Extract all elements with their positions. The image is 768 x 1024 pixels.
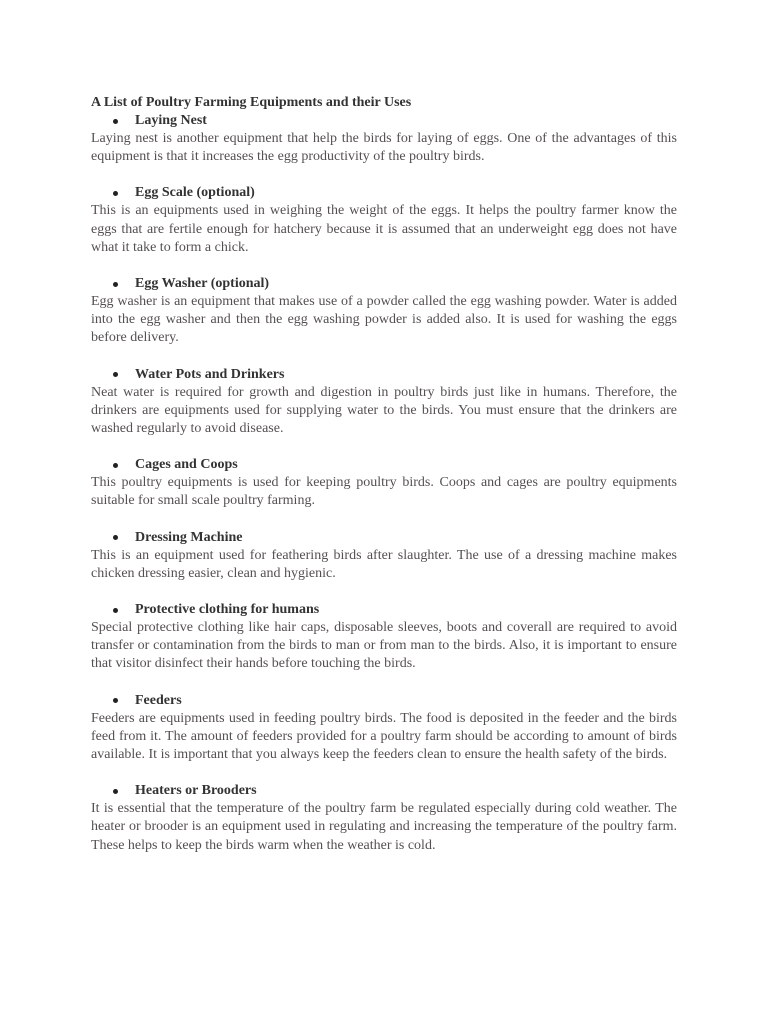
section-heaters-brooders bbox=[91, 782, 677, 855]
section-feeders bbox=[91, 692, 677, 765]
bullet-item bbox=[91, 112, 677, 130]
section-heading: Cages and Coops bbox=[135, 457, 238, 473]
bullet-icon bbox=[113, 372, 118, 377]
bullet-item bbox=[91, 692, 677, 710]
section-laying-nest bbox=[91, 112, 677, 166]
section-heading: Dressing Machine bbox=[135, 529, 243, 545]
bullet-item bbox=[91, 529, 677, 547]
section-body: This is an equipment used for feathering birds after slaughter. The use of a dressing machine makes chicken dressing easier, clean and hygienic. bbox=[91, 547, 677, 581]
bullet-item bbox=[91, 275, 677, 293]
section-dressing-machine bbox=[91, 529, 677, 583]
bullet-icon bbox=[113, 191, 118, 196]
bullet-item bbox=[91, 456, 677, 474]
section-body: This poultry equipments is used for keeping poultry birds. Coops and cages are poultry equipments suitable for small scale poultry farming. bbox=[91, 475, 677, 509]
section-protective-clothing bbox=[91, 601, 677, 674]
section-cages-coops bbox=[91, 456, 677, 510]
bullet-icon bbox=[113, 789, 118, 794]
bullet-icon bbox=[113, 119, 118, 124]
bullet-item bbox=[91, 184, 677, 202]
section-heading: Protective clothing for humans bbox=[135, 602, 320, 618]
section-body: Feeders are equipments used in feeding poultry birds. The food is deposited in the feeder and the birds feed from it. The amount of feeders provided for a poultry farm should be according to amount of birds available. It is important that you always keep the feeders clean to ensure the health safety of the birds. bbox=[91, 710, 677, 763]
section-body: Special protective clothing like hair caps, disposable sleeves, boots and coverall are required to avoid transfer or contamination from the birds to man or from man to the birds. Also, it is important to ensure that visitor disinfect their hands before touching the birds. bbox=[91, 620, 677, 672]
document-title: A List of Poultry Farming Equipments and their Uses bbox=[91, 95, 412, 110]
section-heading: Feeders bbox=[135, 692, 182, 708]
section-heading: Egg Washer (optional) bbox=[135, 276, 270, 292]
bullet-icon bbox=[113, 282, 118, 287]
section-heading: Water Pots and Drinkers bbox=[135, 366, 285, 382]
section-egg-scale bbox=[91, 184, 677, 257]
bullet-icon bbox=[113, 463, 118, 468]
bullet-icon bbox=[113, 535, 118, 540]
section-body: It is essential that the temperature of the poultry farm be regulated especially during cold weather. The heater or brooder is an equipment used in regulating and increasing the temperature of the poultry farm. These helps to keep the birds warm when the weather is cold. bbox=[91, 801, 677, 853]
section-heading: Laying Nest bbox=[135, 113, 207, 128]
section-body: Neat water is required for growth and digestion in poultry birds just like in humans. Therefore, the drinkers are equipments used for supplying water to the birds. You must ensure that the drinkers are washed regularly to avoid disease. bbox=[91, 384, 677, 437]
document-page bbox=[91, 94, 677, 855]
section-body: This is an equipments used in weighing the weight of the eggs. It helps the poultry farmer know the eggs that are fertile enough for hatchery because it is assumed that an underweight egg does not have what it take to form a chick. bbox=[91, 203, 677, 255]
section-egg-washer bbox=[91, 275, 677, 348]
section-heading: Heaters or Brooders bbox=[135, 783, 257, 799]
bullet-item bbox=[91, 366, 677, 384]
section-body: Egg washer is an equipment that makes use of a powder called the egg washing powder. Water is added into the egg washer and then the egg washing powder is added also. It is used for washing the eggs before delivery. bbox=[91, 294, 677, 346]
section-body: Laying nest is another equipment that help the birds for laying of eggs. One of the advantages of this equipment is that it increases the egg productivity of the poultry birds. bbox=[91, 131, 677, 165]
bullet-icon bbox=[113, 698, 118, 703]
bullet-icon bbox=[113, 608, 118, 613]
bullet-item bbox=[91, 601, 677, 619]
section-heading: Egg Scale (optional) bbox=[135, 185, 255, 201]
bullet-item bbox=[91, 782, 677, 800]
section-water-pots bbox=[91, 366, 677, 439]
